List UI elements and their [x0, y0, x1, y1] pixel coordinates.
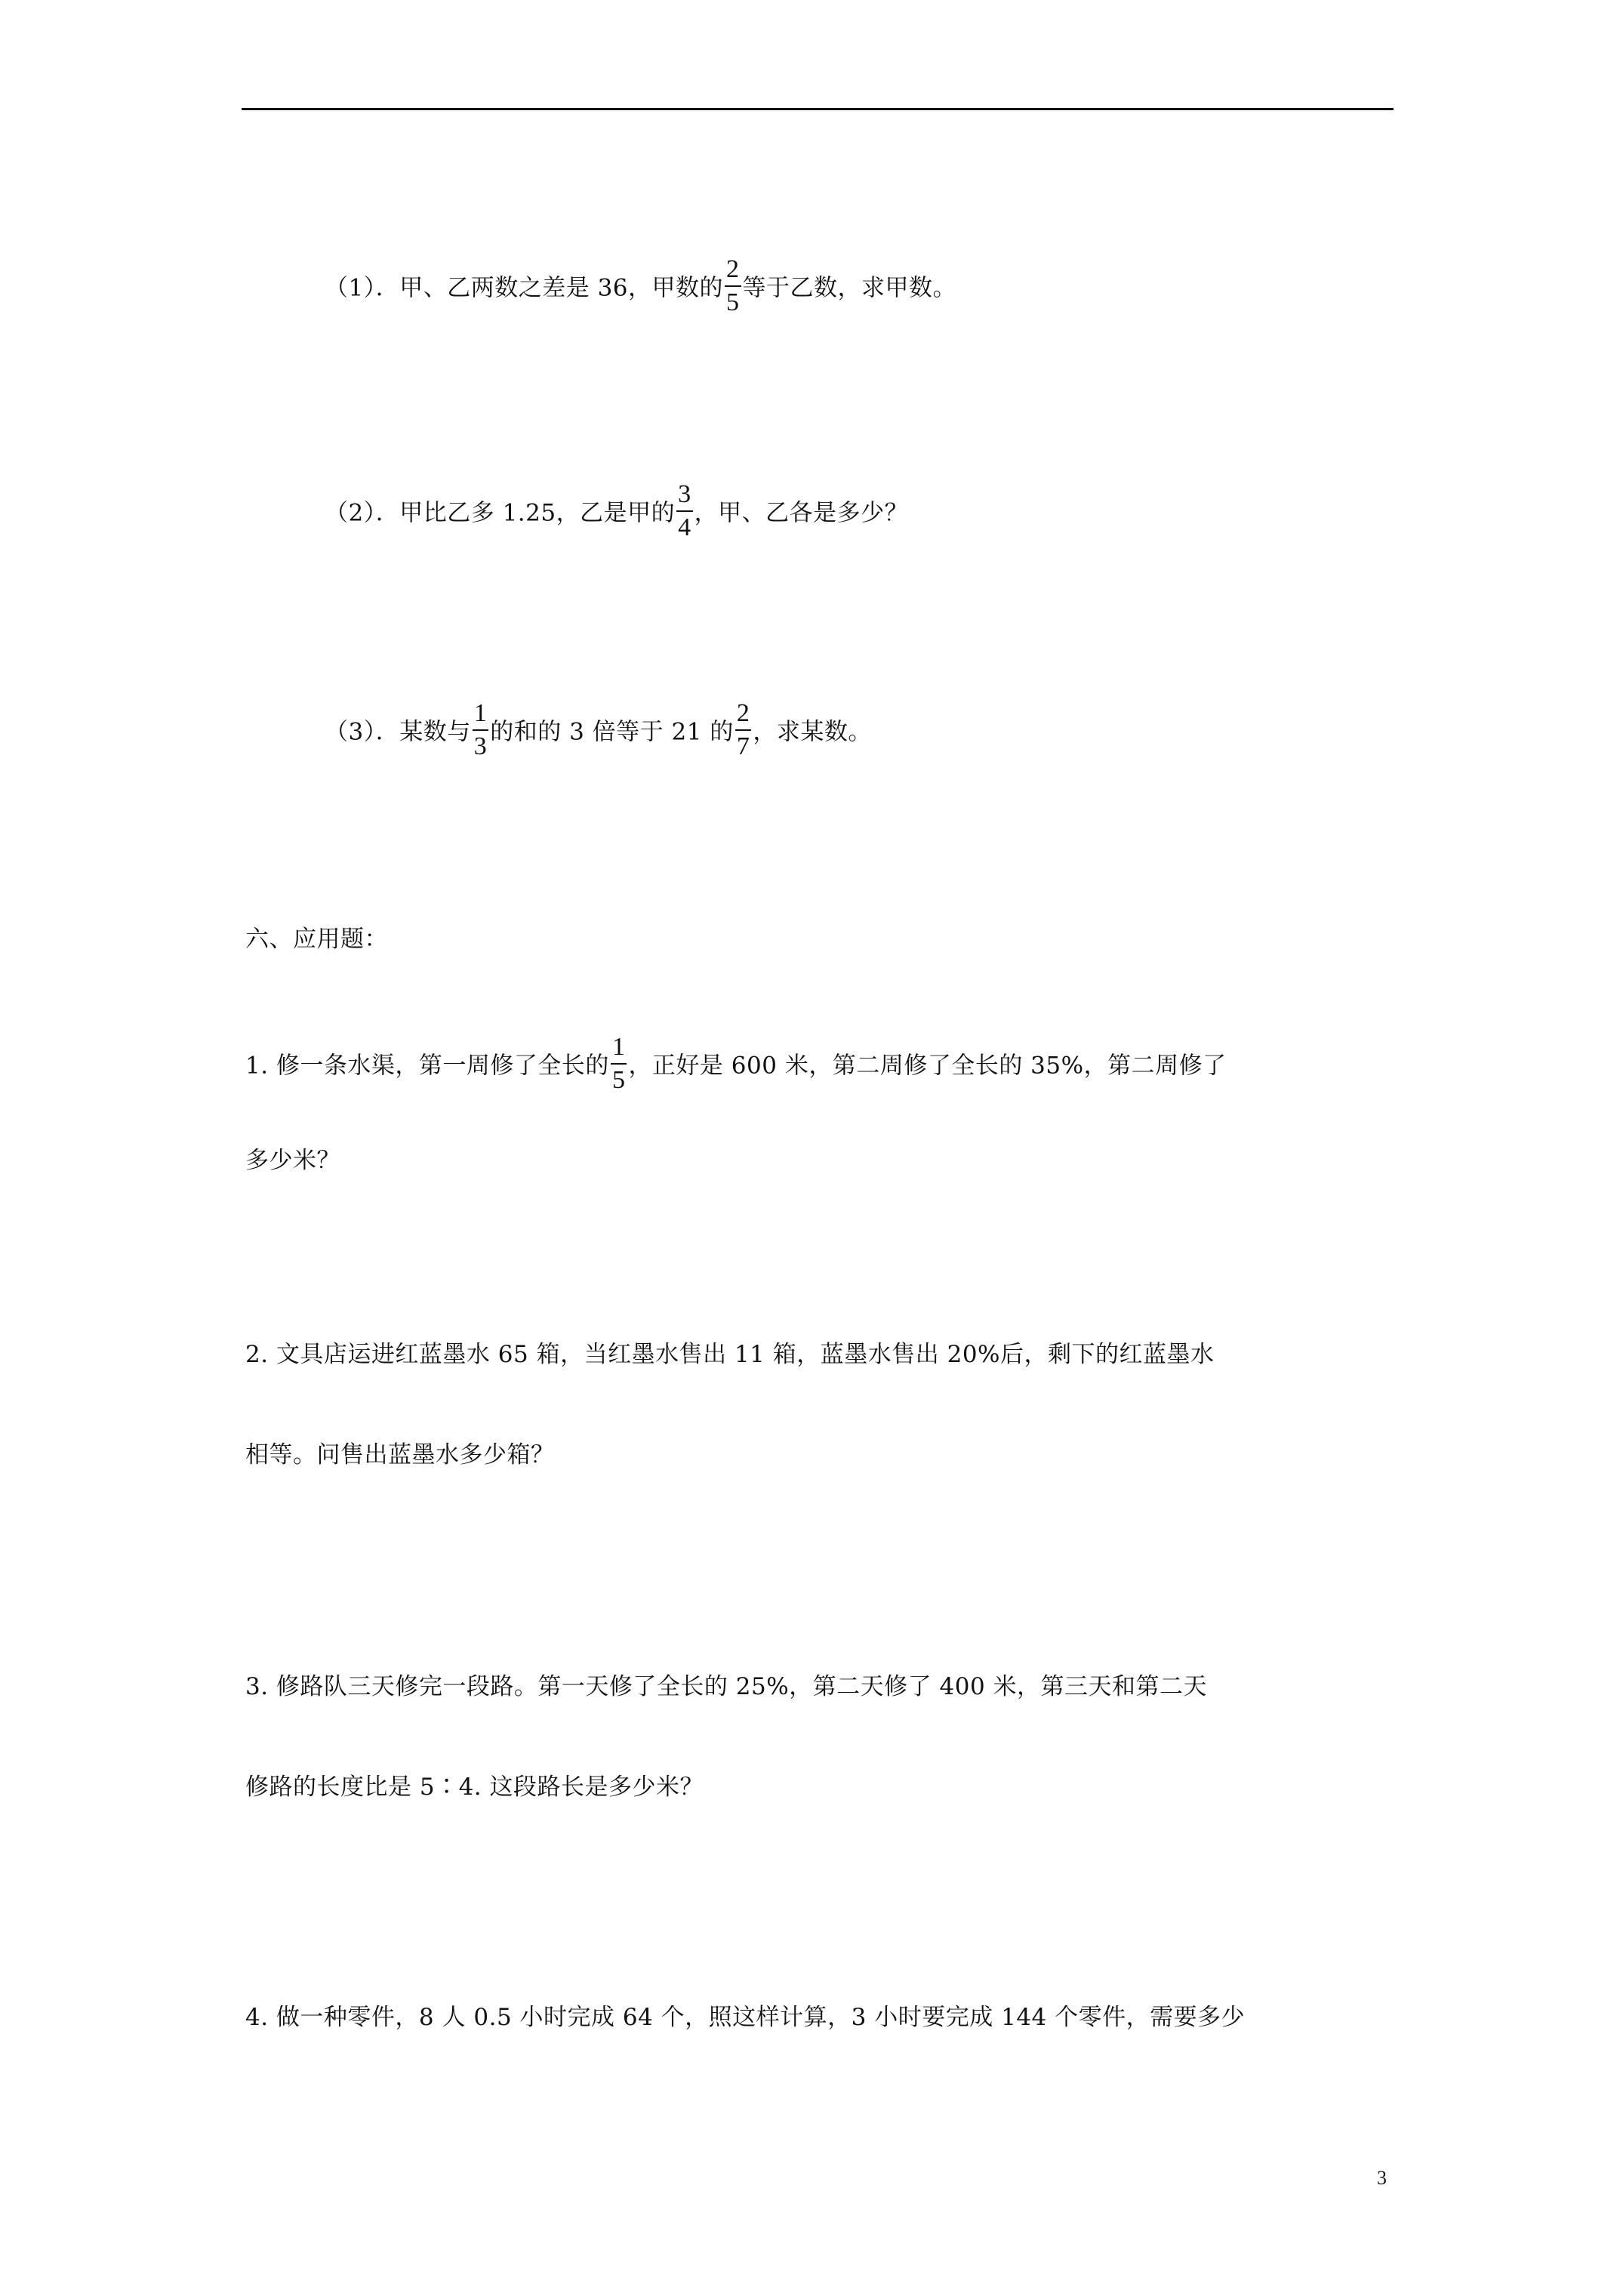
problem-2-line-1: 2. 文具店运进红蓝墨水 65 箱，当红墨水售出 11 箱，蓝墨水售出 20%后，剩下的红蓝墨水: [245, 1341, 1215, 1368]
subproblem-text-after: ，求某数。: [753, 718, 872, 746]
fraction: [725, 254, 741, 319]
problem-1-line-2: 多少米？: [245, 1147, 340, 1174]
problem-3-line-2: 修路的长度比是 5∶4. 这段路长是多少米？: [245, 1774, 704, 1801]
subproblem-text-before: ．某数与: [375, 718, 471, 746]
problem-text-before: 1. 修一条水渠，第一周修了全长的: [245, 1052, 609, 1080]
fraction-denominator: 5: [611, 1066, 626, 1094]
subproblem-label: （2）: [325, 499, 376, 527]
fraction-denominator: 7: [736, 732, 750, 760]
subproblem-1: [325, 257, 956, 322]
problem-4-line-1: 4. 做一种零件，8 人 0.5 小时完成 64 个，照这样计算，3 小时要完成 144 个零件，需要多少: [245, 2004, 1246, 2031]
problem-1-line-1: [245, 1034, 1227, 1099]
fraction: [676, 479, 693, 544]
subproblem-label: （3）: [325, 718, 376, 746]
subproblem-3: [325, 701, 872, 766]
fraction: [611, 1031, 627, 1096]
fraction: [735, 698, 752, 763]
subproblem-text-after: ，甲、乙各是多少？: [694, 499, 909, 527]
fraction-denominator: 5: [726, 288, 740, 316]
subproblem-2: [325, 482, 908, 547]
fraction-numerator: 2: [735, 698, 752, 731]
section-title: 六、应用题：: [245, 926, 388, 953]
subproblem-text-before: ．甲、乙两数之差是 36，甲数的: [375, 274, 724, 302]
fraction-numerator: 1: [611, 1031, 627, 1065]
page-number: 3: [1377, 2167, 1387, 2189]
header-rule: [242, 108, 1394, 110]
fraction-denominator: 3: [473, 732, 488, 760]
subproblem-label: （1）: [325, 274, 376, 302]
subproblem-text-after: 等于乙数，求甲数。: [742, 274, 957, 302]
fraction-numerator: 1: [473, 698, 489, 731]
problem-3-line-1: 3. 修路队三天修完一段路。第一天修了全长的 25%，第二天修了 400 米，第三天和第二天: [245, 1673, 1208, 1700]
fraction-numerator: 3: [676, 479, 693, 512]
subproblem-text-before: ．甲比乙多 1.25，乙是甲的: [375, 499, 676, 527]
fraction: [473, 698, 489, 763]
subproblem-text-middle: 的和的 3 倍等于 21 的: [490, 718, 734, 746]
fraction-denominator: 4: [678, 513, 691, 541]
problem-text-after: ，正好是 600 米，第二周修了全长的 35%，第二周修了: [628, 1052, 1227, 1080]
problem-2-line-2: 相等。问售出蓝墨水多少箱？: [245, 1441, 555, 1469]
fraction-numerator: 2: [725, 254, 741, 287]
